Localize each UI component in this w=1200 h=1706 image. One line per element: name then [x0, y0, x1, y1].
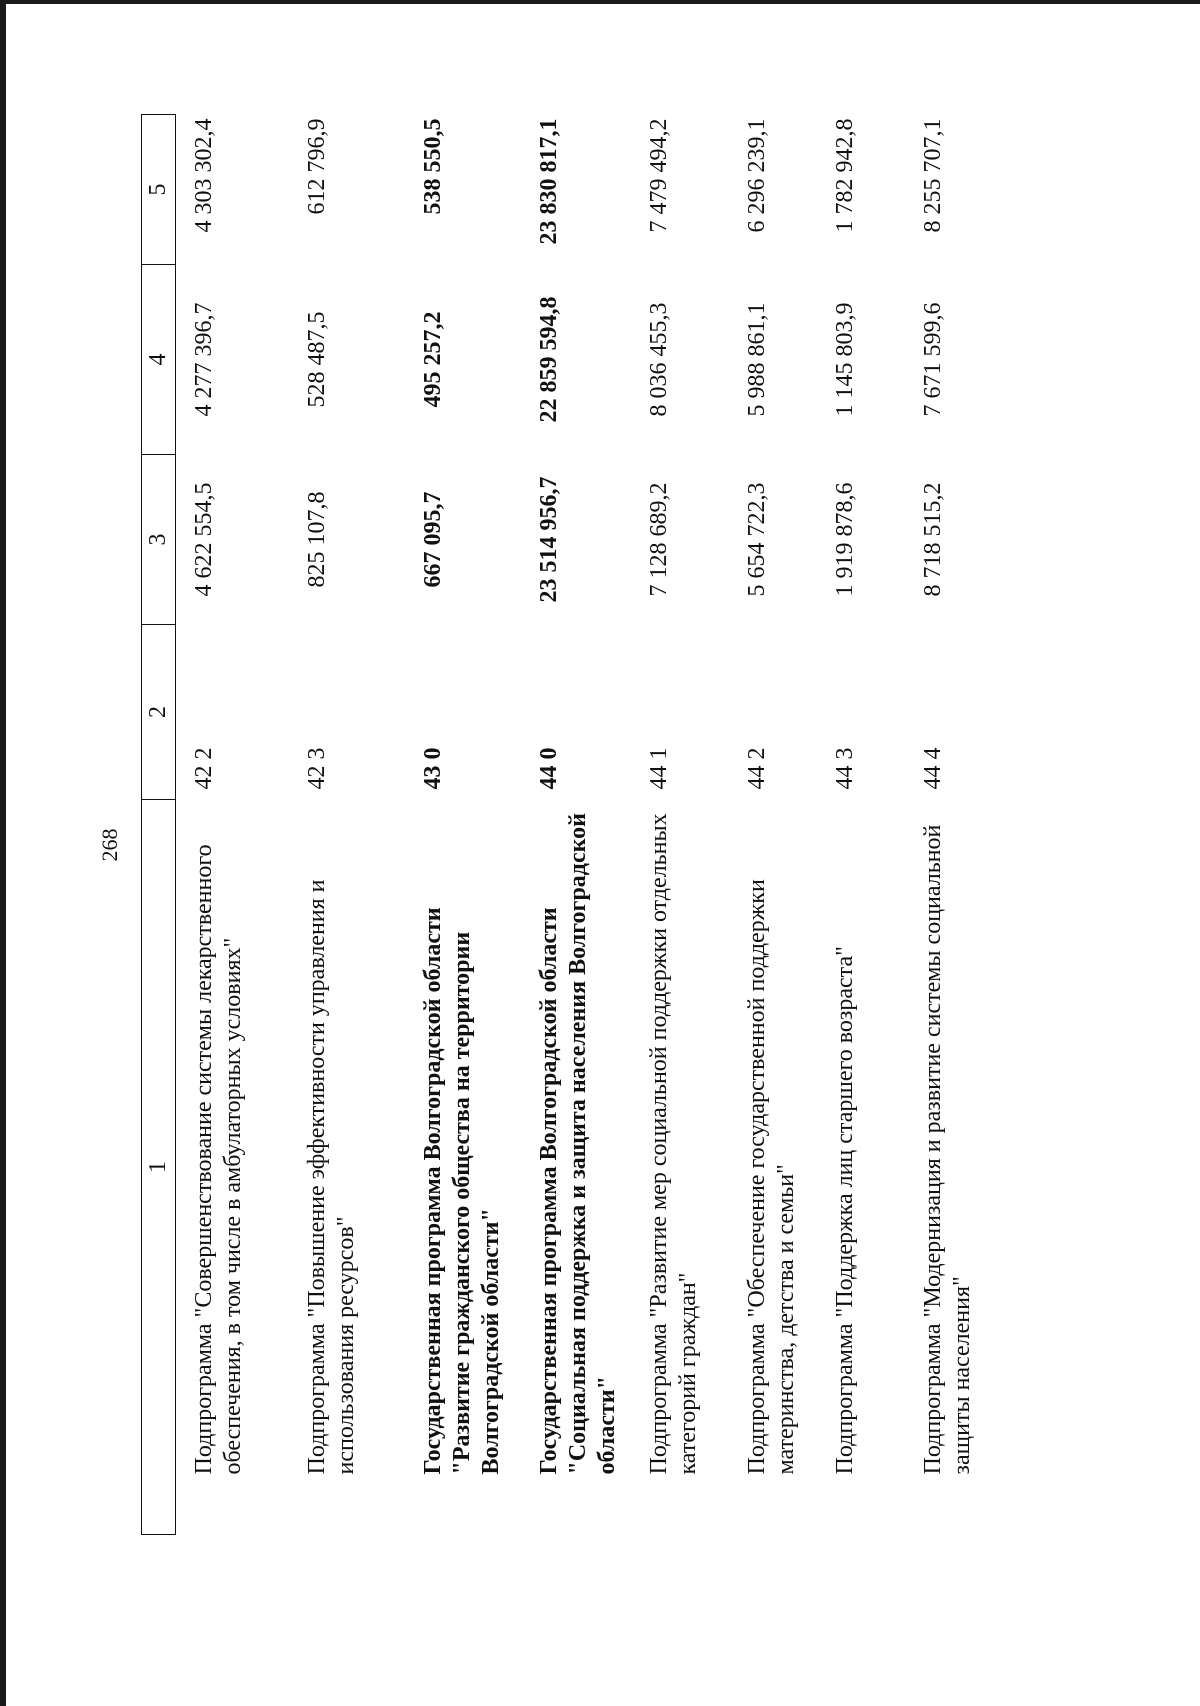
row-label: Подпрограмма "Повышение эффективности управления и использования ресурсов"	[304, 879, 360, 1475]
row-code: 44 3	[832, 747, 859, 790]
table-row	[419, 115, 535, 1535]
row-value-col3: 825 107,8	[304, 491, 331, 588]
row-label: Государственная программа Волгоградской области "Социальная поддержка и защита населения Волгоградской области"	[536, 813, 620, 1475]
row-value-col5: 8 255 707,1	[920, 118, 947, 233]
row-value-col3: 1 919 878,6	[832, 482, 859, 597]
row-value-col5: 7 479 494,2	[646, 118, 673, 233]
row-value-col5: 538 550,5	[420, 118, 447, 215]
row-label: Подпрограмма "Совершенствование системы лекарственного обеспечения, в том числе в амбулаторных условиях"	[190, 844, 246, 1475]
row-value-col4: 8 036 455,3	[646, 302, 673, 417]
row-label: Подпрограмма "Развитие мер социальной поддержки отдельных категорий граждан"	[646, 813, 702, 1475]
row-value-col4: 495 257,2	[420, 311, 447, 408]
table-row	[303, 115, 419, 1535]
budget-table	[141, 114, 1009, 1535]
header-col-2: 2	[142, 625, 176, 800]
row-value-col5: 6 296 239,1	[744, 118, 771, 233]
row-label: Государственная программа Волгоградской области "Развитие гражданского общества на территории Волгоградской области"	[420, 907, 504, 1475]
table-body	[175, 115, 1009, 1535]
row-code: 43 0	[420, 747, 447, 790]
table-row	[645, 115, 743, 1535]
row-code: 44 0	[536, 747, 563, 790]
row-value-col3: 4 622 554,5	[190, 482, 217, 597]
row-code: 44 2	[744, 747, 771, 790]
table-row	[919, 115, 1009, 1535]
row-value-col5: 23 830 817,1	[536, 118, 563, 245]
row-label: Подпрограмма "Поддержка лиц старшего возраста"	[832, 946, 859, 1475]
row-code: 42 3	[304, 747, 331, 790]
row-value-col4: 22 859 594,8	[536, 296, 563, 423]
row-value-col3: 5 654 722,3	[744, 482, 771, 597]
row-label: Подпрограмма "Модернизация и развитие системы социальной защиты населения"	[920, 824, 976, 1475]
row-value-col4: 4 277 396,7	[190, 302, 217, 417]
table-row	[175, 115, 303, 1535]
header-col-1: 1	[142, 800, 176, 1535]
table-row	[743, 115, 831, 1535]
row-value-col3: 23 514 956,7	[536, 476, 563, 603]
scan-edge-left	[0, 0, 6, 1706]
table-row	[831, 115, 919, 1535]
row-code: 44 1	[646, 747, 673, 790]
row-value-col4: 5 988 861,1	[744, 302, 771, 417]
scan-edge-top	[0, 0, 1200, 4]
row-value-col3: 667 095,7	[420, 491, 447, 588]
row-value-col3: 8 718 515,2	[920, 482, 947, 597]
row-code: 42 2	[190, 747, 217, 790]
rotated-page	[141, 115, 1161, 1535]
row-value-col5: 4 303 302,4	[190, 118, 217, 233]
table-row	[535, 115, 645, 1535]
row-value-col4: 1 145 803,9	[832, 302, 859, 417]
row-value-col4: 528 487,5	[304, 311, 331, 408]
page-number: 268	[97, 828, 122, 862]
row-code: 44 4	[920, 747, 947, 790]
header-col-3: 3	[142, 455, 176, 625]
header-col-4: 4	[142, 265, 176, 455]
row-value-col3: 7 128 689,2	[646, 482, 673, 597]
row-value-col5: 1 782 942,8	[832, 118, 859, 233]
row-value-col4: 7 671 599,6	[920, 302, 947, 417]
row-label: Подпрограмма "Обеспечение государственной поддержки материнства, детства и семьи"	[744, 879, 800, 1475]
header-col-5: 5	[142, 115, 176, 265]
row-value-col5: 612 796,9	[304, 118, 331, 215]
table-header	[142, 115, 176, 1535]
